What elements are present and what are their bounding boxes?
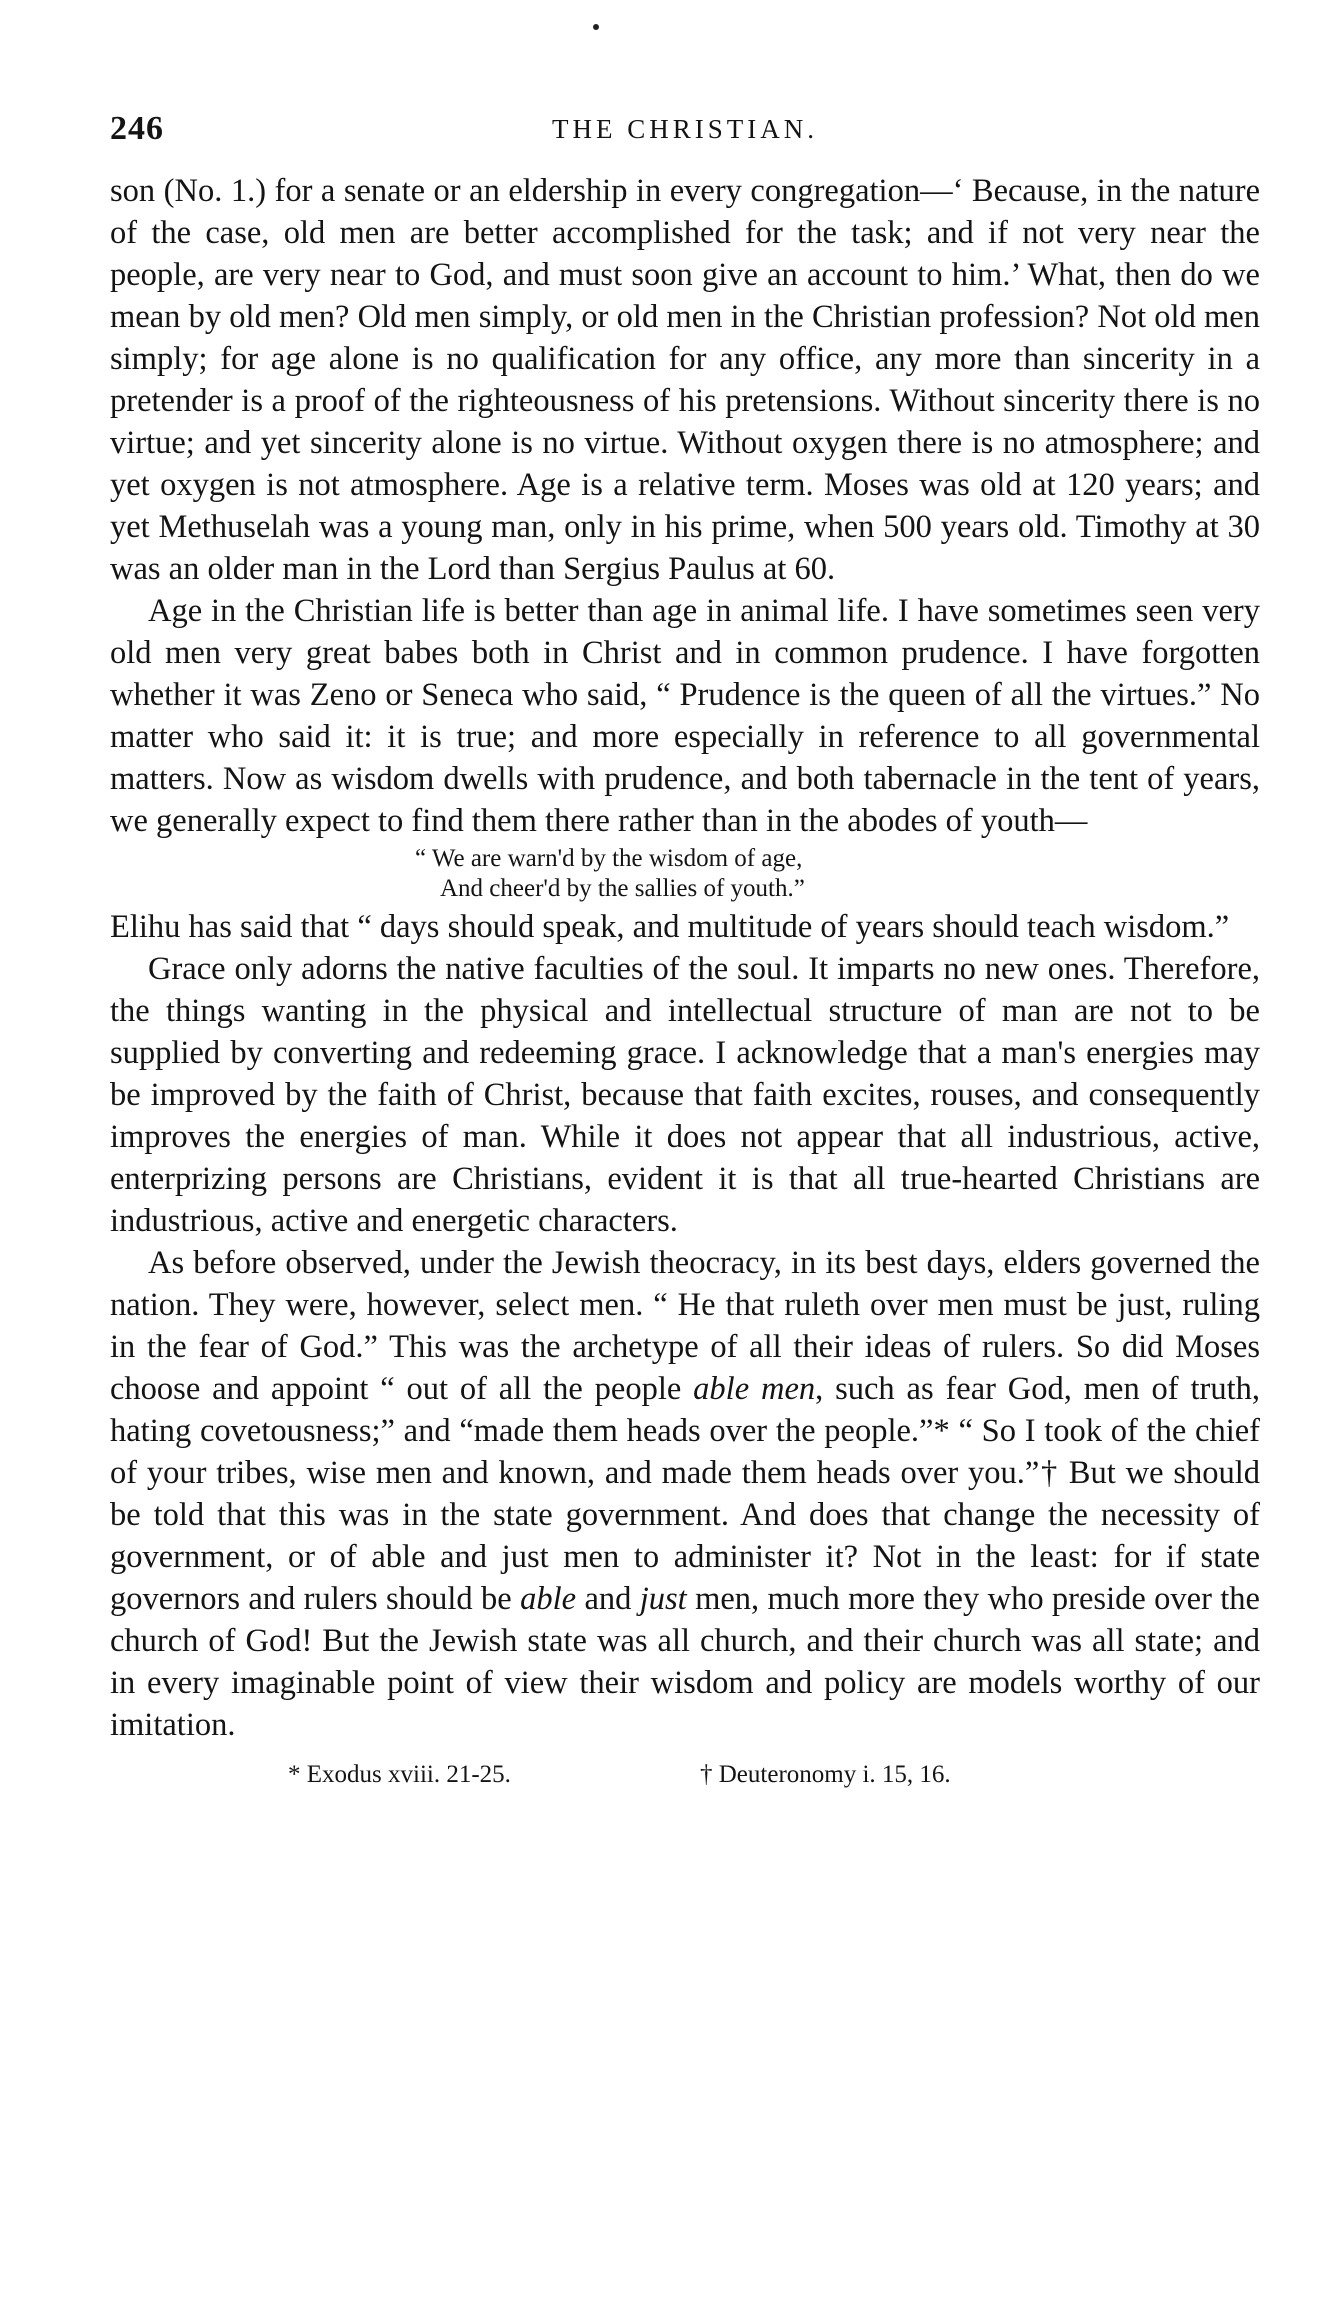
verse-quote bbox=[110, 844, 1260, 904]
page bbox=[110, 100, 1260, 1800]
paragraph-5 bbox=[110, 1242, 1260, 1746]
page-number: 246 bbox=[110, 110, 164, 147]
italic-able-men: able men bbox=[693, 1371, 816, 1407]
italic-just: just bbox=[639, 1581, 687, 1617]
paragraph-5-part-c: and bbox=[576, 1581, 640, 1617]
ink-dot bbox=[593, 24, 599, 30]
footnotes bbox=[110, 1760, 1260, 1800]
running-title: THE CHRISTIAN. bbox=[552, 114, 818, 144]
paragraph-3: Elihu has said that “ days should speak, and multitude of years should teach wisdom.” bbox=[110, 909, 1230, 945]
paragraph-5-part-a: As before observed, under the Jewish theocracy, in its best days, elders governed the nation. They were, however, select men. “ He that ruleth over men must be just, ruling in the fear of God.” This was the archetype of all their ideas of rulers. So did Moses choose and appoint “ out of all the people bbox=[110, 1245, 1260, 1407]
paragraph-5-part-d: men, much more they who preside over the church of God! But the Jewish state was all church, and their church was all state; and in every imaginable point of view their wisdom and policy are models worthy of our imitation. bbox=[110, 1581, 1260, 1743]
footnote-deuteronomy: † Deuteronomy i. 15, 16. bbox=[700, 1761, 951, 1788]
footnote-exodus: * Exodus xviii. 21-25. bbox=[288, 1761, 511, 1788]
body-text bbox=[110, 170, 1260, 1746]
paragraph-5-part-b: , such as fear God, men of truth, hating covetousness;” and “made them heads over the people.”* “ So I took of the chief of your tribes, wise men and known, and made them heads over you.”† But we should be told that this was in the state government. And does that change the necessity of government, or of able and just men to administer it? Not in the least: for if state governors and rulers should be bbox=[110, 1371, 1260, 1617]
verse-line-2: And cheer'd by the sallies of youth.” bbox=[440, 875, 805, 902]
verse-line-1: “ We are warn'd by the wisdom of age, bbox=[415, 845, 803, 872]
italic-able: able bbox=[520, 1581, 577, 1617]
paragraph-4: Grace only adorns the native faculties of the soul. It imparts no new ones. Therefore, the things wanting in the physical and intellectual structure of man are not to be supplied by converting and redeeming grace. I acknowledge that a man's energies may be improved by the faith of Christ, because that faith excites, rouses, and consequently improves the energies of man. While it does not appear that all industrious, active, enterprizing persons are Christians, evident it is that all true-hearted Christians are industrious, active and energetic characters. bbox=[110, 951, 1260, 1239]
paragraph-1: son (No. 1.) for a senate or an eldership in every congregation—‘ Because, in the nature of the case, old men are better accomplished for the task; and if not very near the people, are very near to God, and must soon give an account to him.’ What, then do we mean by old men? Old men simply, or old men in the Christian profession? Not old men simply; for age alone is no qualification for any office, any more than sincerity in a pretender is a proof of the righteousness of his pretensions. Without sincerity there is no virtue; and yet sincerity alone is no virtue. Without oxygen there is no atmosphere; and yet oxygen is not atmosphere. Age is a relative term. Moses was old at 120 years; and yet Methuselah was a young man, only in his prime, when 500 years old. Timothy at 30 was an older man in the Lord than Sergius Paulus at 60. bbox=[110, 173, 1260, 587]
running-head bbox=[110, 100, 1260, 170]
paragraph-2: Age in the Christian life is better than age in animal life. I have sometimes seen very old men very great babes both in Christ and in common prudence. I have forgotten whether it was Zeno or Seneca who said, “ Prudence is the queen of all the virtues.” No matter who said it: it is true; and more especially in reference to all governmental matters. Now as wisdom dwells with prudence, and both tabernacle in the tent of years, we generally expect to find them there rather than in the abodes of youth— bbox=[110, 593, 1260, 839]
